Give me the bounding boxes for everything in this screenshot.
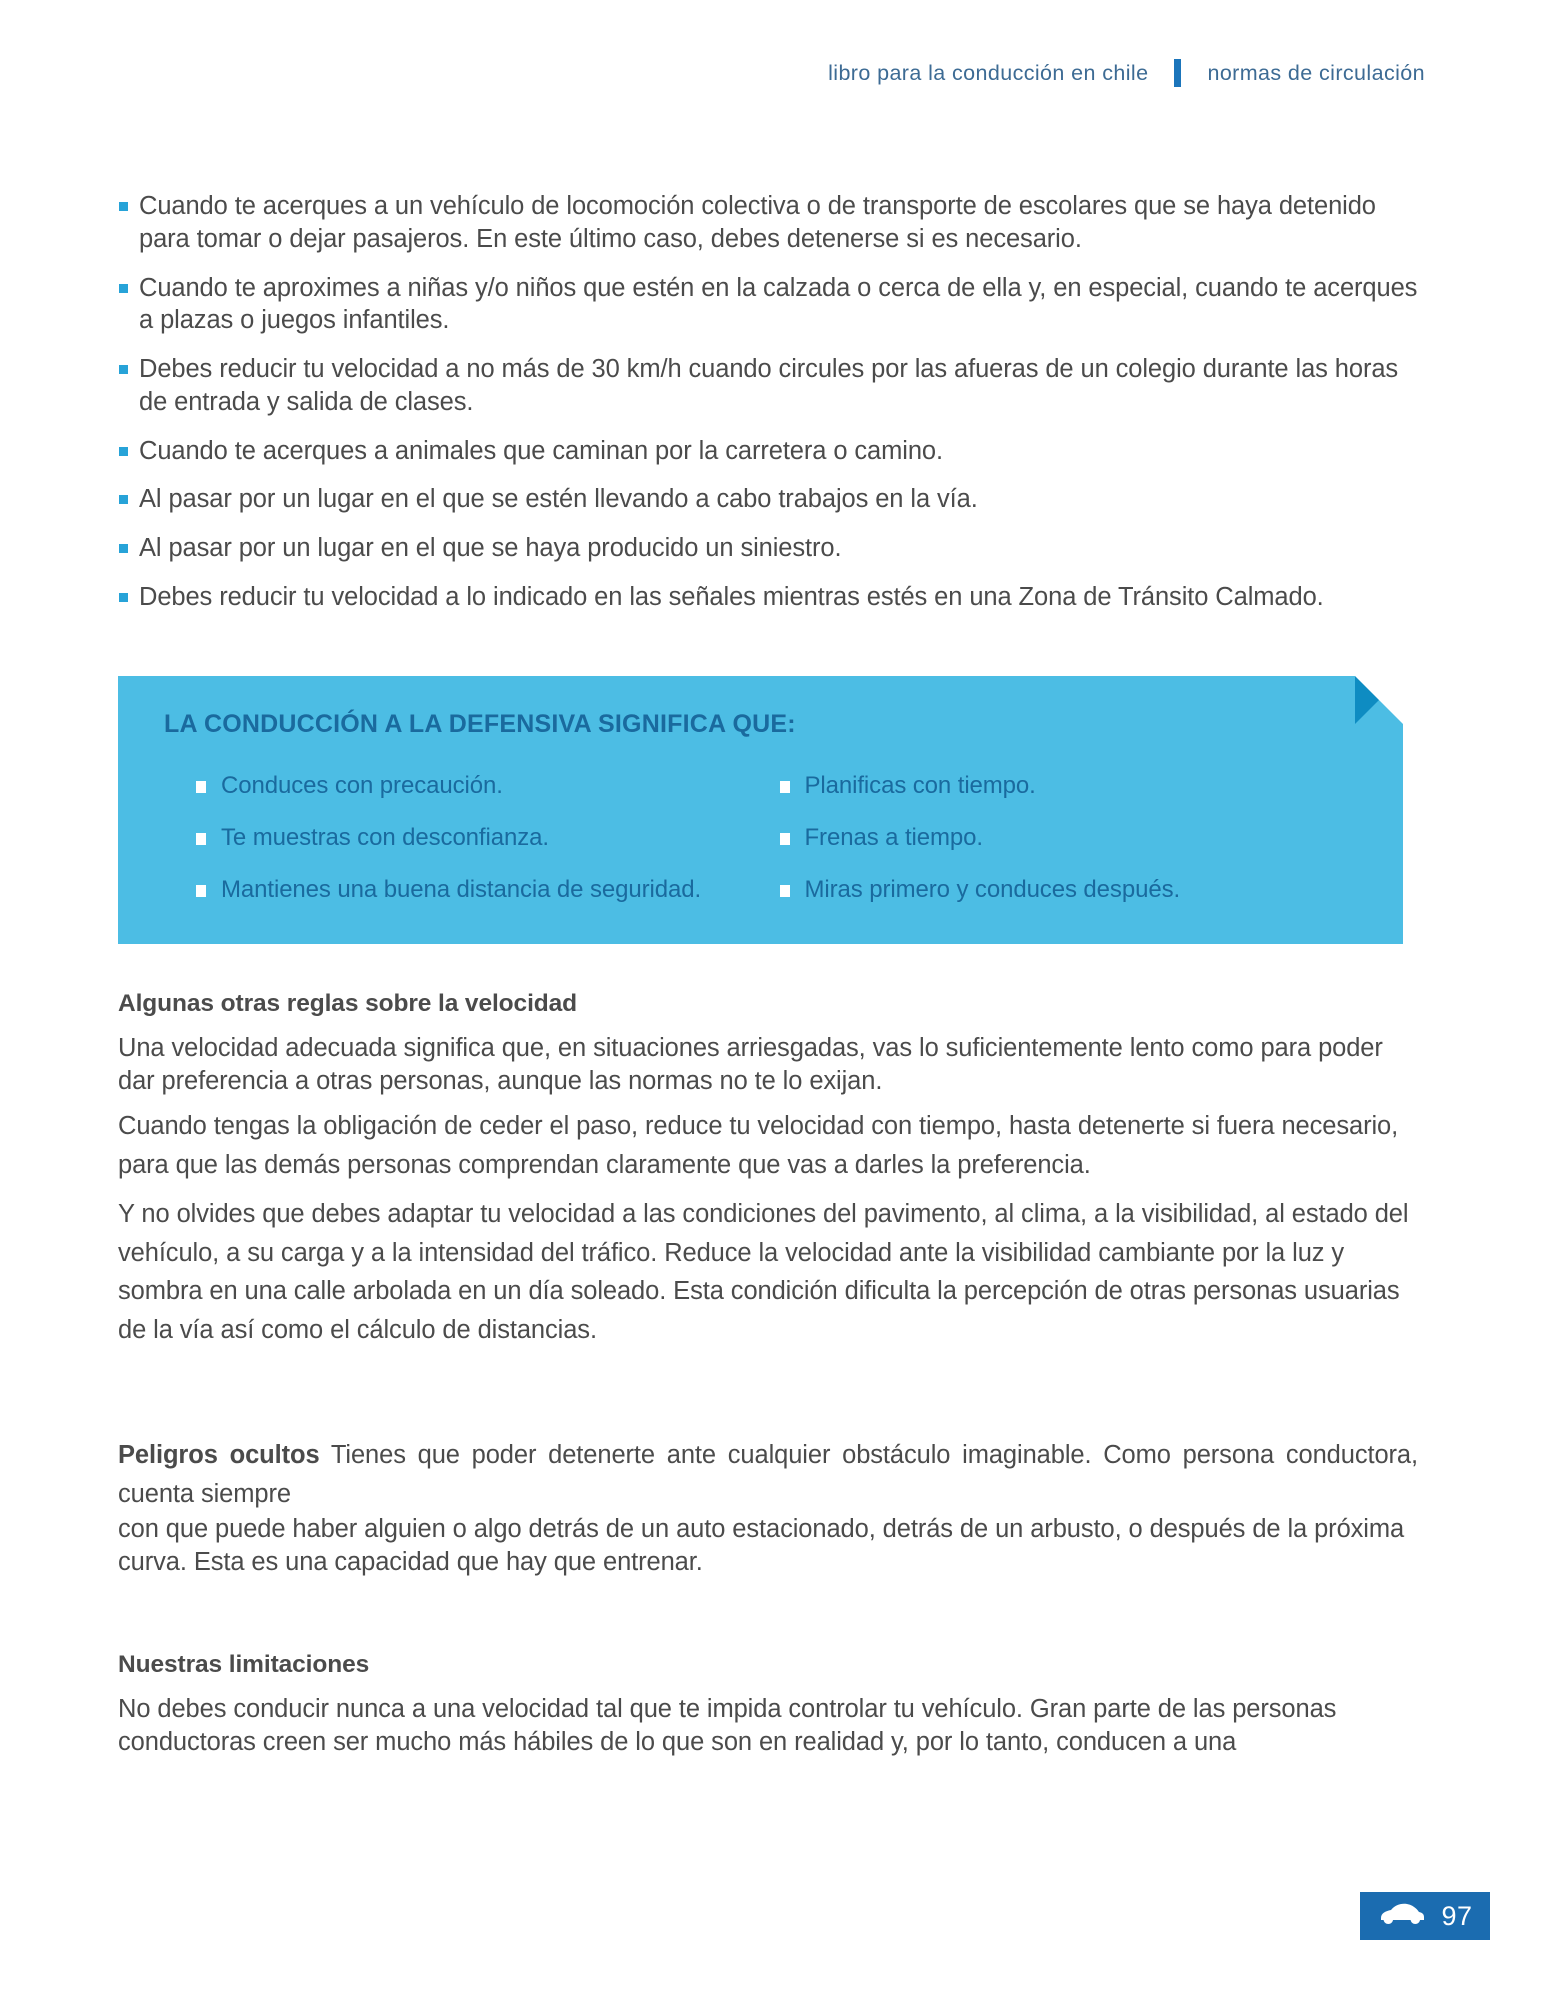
paragraph: Cuando tengas la obligación de ceder el paso, reduce tu velocidad con tiempo, hasta detenerte si fuera necesario, para que las demás personas comprendan claramente que vas a darles la preferencia. (118, 1112, 1399, 1180)
paragraph: Una velocidad adecuada significa que, en situaciones arriesgadas, vas lo suficientemente lento como para poder dar preferencia a otras personas, aunque las normas no te lo exijan. (118, 1033, 1383, 1095)
section-peligros-ocultos (118, 1436, 1418, 1579)
square-bullet-icon (119, 495, 128, 504)
square-bullet-icon (780, 885, 790, 897)
peligros-body-text: Tienes que poder detenerte ante cualquier obstáculo imaginable. Como persona conductora, cuenta siempre (118, 1440, 1418, 1508)
callout-body (118, 676, 1403, 944)
paragraph: Y no olvides que debes adaptar tu velocidad a las condiciones del pavimento, al clima, a la visibilidad, al estado del vehículo, a su carga y a la intensidad del tráfico. Reduce la velocidad ante la visibilidad cambiante por la luz y sombra en una calle arbolada en un día soleado. Esta condición dificulta la percepción de otras personas usuarias de la vía así como el cálculo de distancias. (118, 1199, 1409, 1345)
list-item-text: Cuando te acerques a un vehículo de locomoción colectiva o de transporte de escolares que se haya detenido para tomar o dejar pasajeros. En este último caso, debes detenerse si es necesario. (139, 192, 1376, 253)
section-heading: Nuestras limitaciones (118, 1650, 370, 1678)
callout-list-item (196, 825, 780, 851)
car-icon (1377, 1902, 1425, 1931)
page-number: 97 (1441, 1900, 1473, 1931)
square-bullet-icon (196, 833, 206, 845)
page-header (828, 58, 1425, 88)
callout-list-item (780, 773, 1364, 799)
paragraph: No debes conducir nunca a una velocidad tal que te impida controlar tu vehículo. Gran parte de las personas conductoras creen ser mucho más hábiles de lo que son en realidad y, por lo tanto, conducen a una (118, 1694, 1337, 1756)
page-number-badge (1360, 1892, 1490, 1940)
square-bullet-icon (119, 284, 128, 293)
list-item-text: Debes reducir tu velocidad a no más de 30 km/h cuando circules por las afueras de un colegio durante las horas de entrada y salida de clases. (139, 355, 1399, 416)
callout-title: LA CONDUCCIÓN A LA DEFENSIVA SIGNIFICA QUE: (164, 709, 796, 738)
header-book-title: libro para la conducción en chile (828, 60, 1149, 85)
square-bullet-icon (780, 781, 790, 793)
callout-item-text: Frenas a tiempo. (804, 824, 983, 852)
callout-list-item (196, 877, 780, 903)
square-bullet-icon (119, 202, 128, 211)
list-item-text: Cuando te aproximes a niñas y/o niños que estén en la calzada o cerca de ella y, en especial, cuando te acerques a plazas o juegos infantiles. (139, 273, 1418, 335)
callout-items-grid (158, 773, 1363, 904)
list-item-text: Cuando te acerques a animales que caminan por la carretera o camino. (139, 436, 943, 465)
square-bullet-icon (196, 781, 206, 793)
callout-item-text: Te muestras con desconfianza. (221, 824, 549, 852)
list-item-text: Al pasar por un lugar en el que se estén llevando a cabo trabajos en la vía. (139, 485, 978, 514)
callout-item-text: Conduces con precaución. (221, 771, 503, 799)
list-item (118, 483, 1418, 516)
section-nuestras-limitaciones (118, 1651, 1418, 1759)
callout-list-item (196, 773, 780, 799)
paragraph-peligros (118, 1436, 1418, 1514)
list-item (118, 532, 1418, 565)
defensive-driving-callout (118, 676, 1403, 944)
peligros-lead-in: Peligros ocultos (118, 1440, 320, 1469)
square-bullet-icon (119, 544, 128, 553)
square-bullet-icon (780, 833, 790, 845)
list-item (118, 190, 1418, 256)
rules-bullet-list (118, 190, 1418, 614)
header-chapter-title: normas de circulación (1207, 60, 1425, 85)
section-heading: Algunas otras reglas sobre la velocidad (118, 989, 578, 1017)
header-separator-bar (1174, 59, 1181, 87)
square-bullet-icon (119, 447, 128, 456)
callout-item-text: Miras primero y conduces después. (804, 876, 1181, 904)
callout-item-text: Mantienes una buena distancia de seguridad. (221, 876, 702, 904)
paragraph: con que puede haber alguien o algo detrás de un auto estacionado, detrás de un arbusto, o después de la próxima curva. Esta es una capacidad que hay que entrenar. (118, 1515, 1405, 1577)
callout-list-item (780, 825, 1364, 851)
list-item (118, 435, 1418, 468)
list-item-text: Debes reducir tu velocidad a lo indicado en las señales mientras estés en una Zona de Tránsito Calmado. (139, 582, 1324, 611)
square-bullet-icon (119, 593, 128, 602)
folded-corner-mask (1355, 676, 1403, 724)
square-bullet-icon (196, 885, 206, 897)
list-item (118, 272, 1418, 338)
list-item-text: Al pasar por un lugar en el que se haya producido un siniestro. (139, 534, 842, 563)
main-content (118, 190, 1418, 1758)
square-bullet-icon (119, 365, 128, 374)
callout-list-item (780, 877, 1364, 903)
section-reglas-velocidad (118, 990, 1418, 1350)
list-item (118, 353, 1418, 419)
list-item (118, 581, 1418, 614)
callout-item-text: Planificas con tiempo. (804, 771, 1036, 799)
